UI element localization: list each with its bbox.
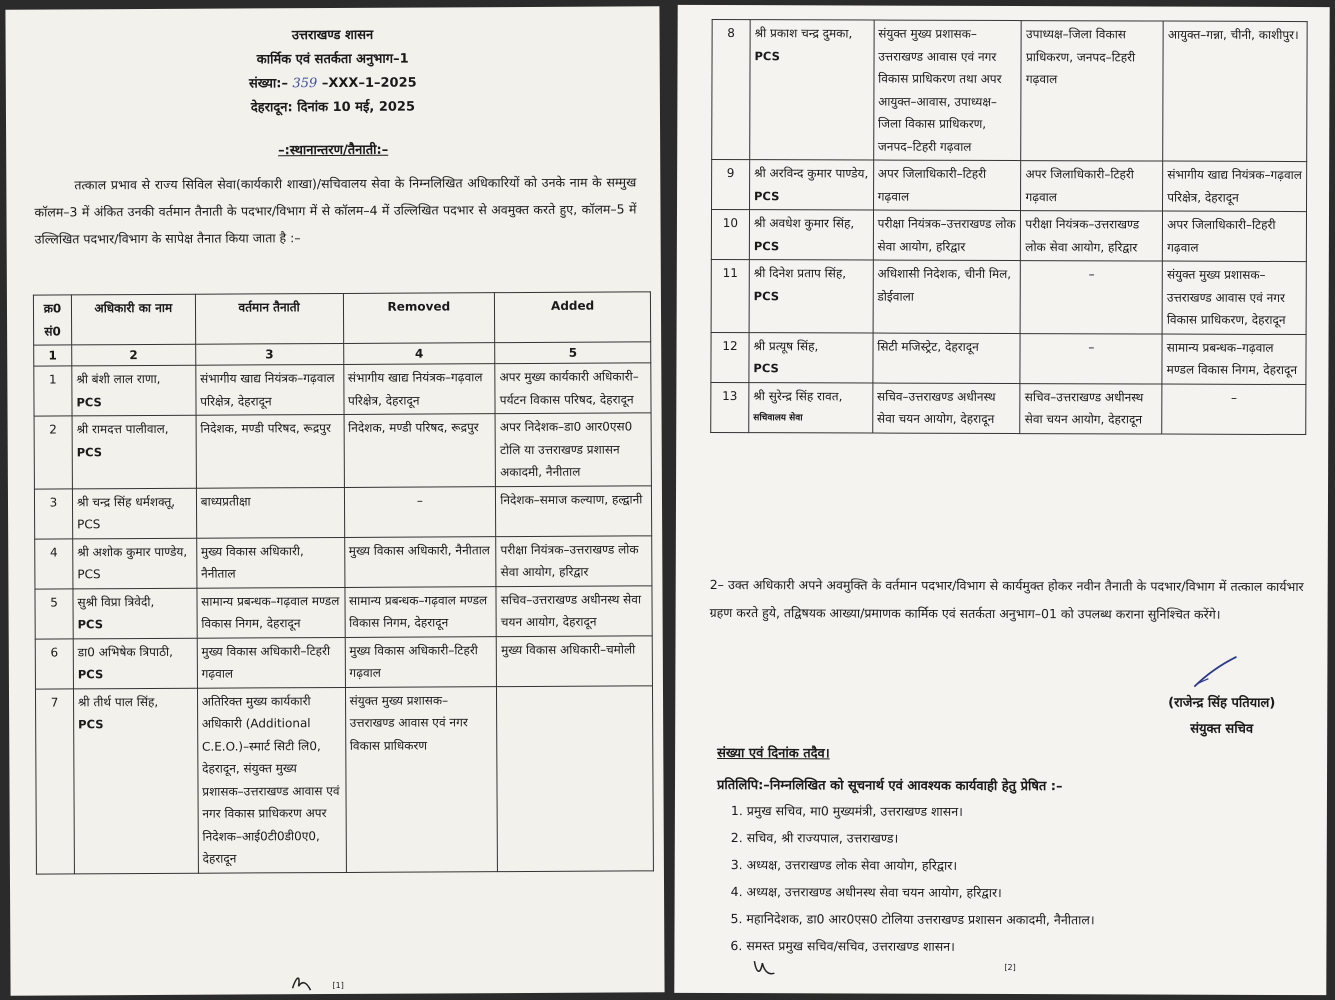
list-item: 3. अध्यक्ष, उत्तराखण्ड लोक सेवा आयोग, हरिद्वार। — [730, 857, 958, 873]
signature-icon — [1190, 655, 1240, 691]
officer-name: श्री चन्द्र सिंह धर्मशक्तू, PCS — [76, 494, 176, 532]
cell-removed: मुख्य विकास अधिकारी–टिहरी गढ़वाल — [345, 636, 497, 687]
cell-name — [72, 415, 196, 488]
cell-removed: संयुक्त मुख्य प्रशासक–उत्तराखण्ड आवास एवं नगर विकास प्राधिकरण — [345, 686, 498, 872]
table-row — [34, 485, 651, 538]
service-label: PCS — [753, 188, 780, 203]
cell-removed: मुख्य विकास अधिकारी, नैनीताल — [344, 536, 496, 587]
cell-sn: 12 — [711, 332, 749, 382]
document-page-1 — [5, 6, 664, 995]
cell-removed: संभागीय खाद्य नियंत्रक–गढ़वाल परिक्षेत्र, देहरादून — [343, 364, 495, 415]
cell-sn: 7 — [35, 688, 74, 873]
table-row — [711, 259, 1306, 334]
table-row — [712, 19, 1307, 161]
cell-added — [497, 685, 654, 871]
table-row — [35, 685, 653, 873]
cell-name — [749, 332, 873, 382]
cell-name — [73, 588, 197, 639]
cell-added: अपर जिलाधिकारी–टिहरी गढ़वाल — [1163, 211, 1307, 262]
table-row — [711, 332, 1306, 384]
cell-current: अपर जिलाधिकारी–टिहरी गढ़वाल — [873, 160, 1021, 211]
officer-name: श्री अशोक कुमार पाण्डेय, PCS — [77, 544, 188, 582]
list-item: 4. अध्यक्ष, उत्तराखण्ड अधीनस्थ सेवा चयन आयोग, हरिद्वार। — [730, 884, 1002, 901]
cell-removed: – — [344, 486, 496, 537]
service-label: PCS — [753, 361, 779, 376]
cell-removed: सामान्य प्रबन्धक–गढ़वाल मण्डल विकास निगम, देहरादून — [344, 586, 496, 637]
service-label: PCS — [753, 288, 780, 303]
list-item: 5. महानिदेशक, डा0 आर0एस0 टोलिया उत्तराखण्ड प्रशासन अकादमी, नैनीताल। — [730, 911, 1095, 928]
cell-removed: सचिव–उत्तराखण्ड अधीनस्थ सेवा चयन आयोग, देहरादून — [1020, 383, 1162, 433]
transfer-table-part-2 — [710, 19, 1307, 435]
cell-current: मुख्य विकास अधिकारी–टिहरी गढ़वाल — [197, 637, 345, 688]
cell-current: बाध्यप्रतीक्षा — [196, 487, 344, 538]
govt-name: उत्तराखण्ड शासन — [291, 27, 374, 44]
cell-added: सामान्य प्रबन्धक–गढ़वाल मण्डल विकास निगम, देहरादून — [1162, 334, 1306, 385]
order-date: देहरादून: दिनांक 10 मई, 2025 — [250, 99, 416, 116]
cell-sn: 6 — [35, 638, 73, 688]
cell-added: – — [1162, 384, 1306, 435]
signatory-designation: संयुक्त सचिव — [1190, 721, 1254, 737]
cell-name — [749, 210, 873, 260]
table-row — [711, 209, 1306, 261]
cell-current: संभागीय खाद्य नियंत्रक–गढ़वाल परिक्षेत्र, देहरादून — [196, 364, 344, 415]
cell-added: परीक्षा नियंत्रक–उत्तराखण्ड लोक सेवा आयोग, हरिद्वार — [496, 535, 652, 586]
officer-name: सुश्री विप्रा त्रिवेदी, — [77, 594, 155, 609]
cell-current: सिटी मजिस्ट्रेट, देहरादून — [873, 333, 1021, 384]
service-label: PCS — [76, 444, 103, 459]
cell-added: संभागीय खाद्य नियंत्रक–गढ़वाल परिक्षेत्र, देहरादून — [1163, 161, 1307, 212]
cell-sn: 3 — [34, 488, 72, 538]
cell-name — [750, 20, 874, 160]
cell-removed: – — [1020, 333, 1162, 383]
cell-name — [73, 638, 197, 689]
col-header-current: वर्तमान तैनाती — [195, 293, 343, 344]
service-label: सचिवालय सेवा — [753, 413, 803, 424]
intro-paragraph: तत्काल प्रभाव से राज्य सिविल सेवा(कार्यकारी शाखा)/सचिवालय सेवा के निम्नलिखित अधिकारियों को उनके नाम के सम्मुख कॉलम–3 में अंकित उनकी वर्तमान तैनाती के पदभार/विभाग में से कॉलम–4 में उल्लिखित पदभार से अवमुक्त करते हुए, कॉलम–5 में उल्लिखित पदभार/विभाग के सापेक्ष तैनात किया जाता है :– — [34, 174, 637, 247]
cell-current: सामान्य प्रबन्धक–गढ़वाल मण्डल विकास निगम, देहरादून — [197, 587, 345, 638]
cell-current: संयुक्त मुख्य प्रशासक–उत्तराखण्ड आवास एवं नगर विकास प्राधिकरण तथा अपर आयुक्त–आवास, उपाध्यक्ष–जिला विकास प्राधिकरण, जनपद–टिहरी गढ़वाल — [873, 20, 1021, 161]
copy-heading: संख्या एवं दिनांक तदैव। — [717, 746, 830, 762]
officer-name: डा0 अभिषेक त्रिपाठी, — [77, 644, 173, 659]
cell-sn: 4 — [35, 538, 73, 588]
cell-added: सचिव–उत्तराखण्ड अधीनस्थ सेवा चयन आयोग, देहरादून — [496, 585, 652, 636]
col-header-sn: क्र0 सं0 — [33, 295, 71, 345]
cell-current: सचिव–उत्तराखण्ड अधीनस्थ सेवा चयन आयोग, देहरादून — [872, 383, 1020, 434]
page-number: [2] — [1004, 963, 1016, 973]
page-number: [1] — [332, 980, 344, 991]
table-row — [34, 413, 651, 489]
service-label: PCS — [754, 48, 780, 63]
cell-current: मुख्य विकास अधिकारी, नैनीताल — [196, 537, 344, 588]
list-item: 2. सचिव, श्री राज्यपाल, उत्तराखण्ड। — [730, 830, 899, 846]
column-number-row: 1 2 3 4 5 — [34, 342, 651, 366]
cell-added: आयुक्त–गन्ना, चीनी, काशीपुर। — [1163, 21, 1307, 162]
cell-added: अपर निदेशक–डा0 आर0एस0 टोलि या उत्तराखण्ड प्रशासन अकादमी, नैनीताल — [495, 413, 651, 486]
officer-name: श्री बंशी लाल राणा, — [76, 371, 161, 387]
copy-intro: प्रतिलिपि:–निम्नलिखित को सूचनार्थ एवं आवश्यक कार्यवाही हेतु प्रेषित :– — [716, 778, 1063, 795]
officer-name: श्री अरविन्द कुमार पाण्डेय, — [754, 166, 869, 181]
officer-name: श्री तीर्थ पाल सिंह, — [77, 694, 159, 709]
cell-name — [72, 365, 196, 416]
section-name: कार्मिक एवं सतर्कता अनुभाग–1 — [256, 51, 409, 68]
officer-name: श्री सुरेन्द्र सिंह रावत, — [753, 388, 843, 403]
cell-removed: अपर जिलाधिकारी–टिहरी गढ़वाल — [1021, 161, 1163, 211]
cell-sn: 1 — [34, 366, 72, 416]
service-label: PCS — [78, 717, 104, 732]
officer-name: श्री रामदत्त पालीवाल, — [76, 421, 169, 437]
officer-name: श्री प्रकाश चन्द्र दुमका, — [754, 26, 853, 41]
col-header-name: अधिकारी का नाम — [71, 294, 195, 345]
cell-added: अपर मुख्य कार्यकारी अधिकारी–पर्यटन विकास परिषद, देहरादून — [495, 363, 651, 414]
table-row — [712, 159, 1307, 211]
signature-block — [1168, 691, 1275, 743]
cell-removed: परीक्षा नियंत्रक–उत्तराखण्ड लोक सेवा आयोग, हरिद्वार — [1021, 211, 1163, 261]
table-row — [35, 585, 652, 638]
order-number: संख्या:– 359 –XXX–1–2025 — [248, 75, 417, 92]
subject-line: –:स्थानान्तरण/तैनाती:– — [278, 142, 389, 159]
service-label — [77, 535, 192, 536]
table-row — [35, 635, 652, 688]
handwritten-number: 359 — [292, 76, 318, 92]
list-item: 1. प्रमुख सचिव, मा0 मुख्यमंत्री, उत्तराखण्ड शासन। — [730, 803, 963, 819]
col-header-removed: Removed — [343, 293, 495, 344]
service-label — [77, 585, 192, 586]
officer-name: श्री दिनेश प्रताप सिंह, — [753, 266, 847, 281]
service-label: PCS — [77, 667, 104, 682]
cell-current: निदेशक, मण्डी परिषद, रूद्रपुर — [196, 414, 344, 487]
copy-list — [726, 797, 1095, 960]
cell-sn: 2 — [34, 416, 72, 489]
table-row — [34, 363, 651, 416]
cell-sn: 13 — [711, 382, 749, 432]
cell-sn: 11 — [711, 259, 749, 332]
cell-name — [72, 488, 196, 539]
officer-name: श्री अवधेश कुमार सिंह, — [753, 216, 855, 231]
cell-sn: 5 — [35, 588, 73, 638]
transfer-table-part-1 — [33, 291, 654, 874]
officer-name: श्री प्रत्यूष सिंह, — [753, 338, 819, 353]
document-page-2 — [674, 5, 1329, 995]
cell-removed: उपाध्यक्ष–जिला विकास प्राधिकरण, जनपद–टिहरी गढ़वाल — [1021, 21, 1163, 161]
list-item: 6. समस्त प्रमुख सचिव/सचिव, उत्तराखण्ड शासन। — [730, 938, 955, 954]
cell-name — [749, 260, 873, 333]
cell-added: मुख्य विकास अधिकारी–चमोली — [496, 635, 652, 686]
cell-added: निदेशक–समाज कल्याण, हल्द्वानी — [496, 485, 652, 536]
service-label: PCS — [76, 394, 102, 409]
cell-current: अधिशासी निदेशक, चीनी मिल, डोईवाला — [873, 260, 1021, 333]
cell-removed: निदेशक, मण्डी परिषद, रूद्रपुर — [344, 414, 496, 487]
table-row — [35, 535, 652, 588]
cell-name — [749, 160, 873, 210]
cell-sn: 10 — [711, 209, 749, 259]
initials-mark-icon — [288, 970, 318, 994]
service-label: PCS — [77, 617, 104, 632]
cell-name — [73, 688, 198, 874]
signatory-name: (राजेन्द्र सिंह पतियाल) — [1168, 695, 1276, 711]
initials-mark-icon — [750, 955, 780, 979]
cell-current: परीक्षा नियंत्रक–उत्तराखण्ड लोक सेवा आयोग, हरिद्वार — [873, 210, 1021, 261]
paragraph-2: 2– उक्त अधिकारी अपने अवमुक्ति के वर्तमान पदभार/विभाग से कार्यमुक्त होकर नवीन तैनाती के पदभार/विभाग में तत्काल कार्यभार ग्रहण करते हुये, तद्विषयक आख्या/प्रमाणक कार्मिक एवं सतर्कता अनुभाग–01 को उपलब्ध कराना सुनिश्चित करेंगे। — [709, 576, 1304, 622]
col-header-added: Added — [495, 292, 651, 343]
cell-added: संयुक्त मुख्य प्रशासक–उत्तराखण्ड आवास एवं नगर विकास प्राधिकरण, देहरादून — [1162, 261, 1306, 334]
table-header-row — [33, 292, 650, 345]
cell-removed: – — [1021, 261, 1163, 334]
service-label: PCS — [753, 238, 780, 253]
cell-sn: 8 — [712, 19, 750, 159]
cell-name — [73, 538, 197, 589]
table-row — [711, 382, 1306, 434]
letter-header — [6, 22, 660, 121]
cell-current: अतिरिक्त मुख्य कार्यकारी अधिकारी (Additional C.E.O.)–स्मार्ट सिटी लि0, देहरादून, संयुक्त मुख्य प्रशासक–उत्तराखण्ड आवास एवं नगर विकास प्राधिकरण अपर निदेशक–आई0टी0डी0ए0, देहरादून — [197, 687, 346, 873]
cell-sn: 9 — [712, 159, 750, 209]
cell-name — [749, 382, 873, 432]
